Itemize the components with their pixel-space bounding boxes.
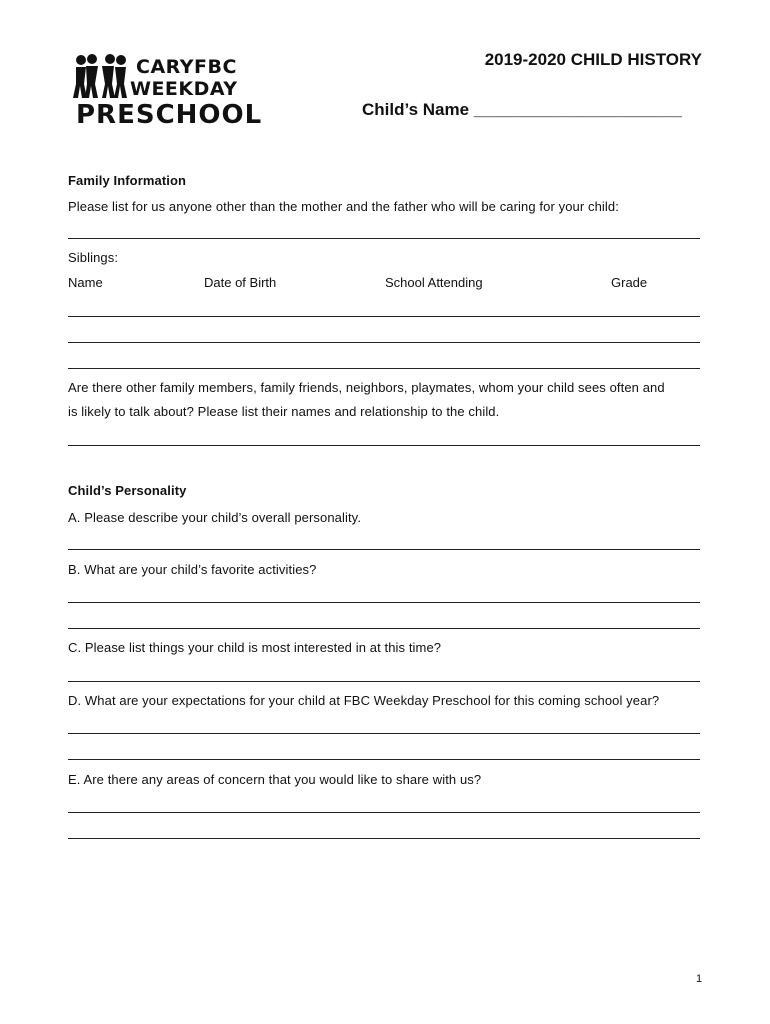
question-b: B. What are your child’s favorite activities?: [68, 562, 317, 577]
column-header-school-attending: School Attending: [385, 275, 483, 290]
answer-line-d[interactable]: [68, 759, 700, 760]
others-prompt-line-1: Are there other family members, family friends, neighbors, playmates, whom your child sees often and: [68, 380, 665, 395]
preschool-logo: [72, 52, 263, 130]
siblings-label: Siblings:: [68, 250, 119, 265]
question-e: E. Are there any areas of concern that you would like to share with us?: [68, 772, 482, 787]
answer-line-d[interactable]: [68, 733, 700, 734]
answer-line-c[interactable]: [68, 681, 700, 682]
question-a: A. Please describe your child’s overall personality.: [68, 510, 362, 525]
column-header-name: Name: [68, 275, 103, 290]
question-d: D. What are your expectations for your child at FBC Weekday Preschool for this coming school year?: [68, 693, 660, 708]
answer-line-e[interactable]: [68, 812, 700, 813]
children-figures-icon: [72, 54, 128, 98]
answer-line-e[interactable]: [68, 838, 700, 839]
question-c: C. Please list things your child is most interested in at this time?: [68, 640, 442, 655]
logo-text-caryfbc: CARYFBC: [136, 56, 237, 78]
sibling-row-line[interactable]: [68, 342, 700, 343]
answer-line-a[interactable]: [68, 549, 700, 550]
family-information-heading: Family Information: [68, 173, 187, 188]
page-number: 1: [696, 973, 703, 985]
child-name-field[interactable]: Child’s Name ______________________: [362, 100, 682, 119]
logo-text-weekday: WEEKDAY: [130, 78, 238, 100]
caregivers-prompt: Please list for us anyone other than the mother and the father who will be caring for your child:: [68, 199, 619, 214]
others-prompt-line-2: is likely to talk about? Please list their names and relationship to the child.: [68, 404, 500, 419]
logo-text-preschool: PRESCHOOL: [76, 100, 263, 130]
others-answer-line[interactable]: [68, 445, 700, 446]
personality-heading: Child’s Personality: [68, 483, 187, 498]
document-title: 2019-2020 CHILD HISTORY: [484, 50, 702, 69]
column-header-grade: Grade: [611, 275, 648, 290]
column-header-date-of-birth: Date of Birth: [204, 275, 277, 290]
answer-line-b[interactable]: [68, 628, 700, 629]
caregivers-answer-line[interactable]: [68, 238, 700, 239]
answer-line-b[interactable]: [68, 602, 700, 603]
sibling-row-line[interactable]: [68, 368, 700, 369]
sibling-row-line[interactable]: [68, 316, 700, 317]
